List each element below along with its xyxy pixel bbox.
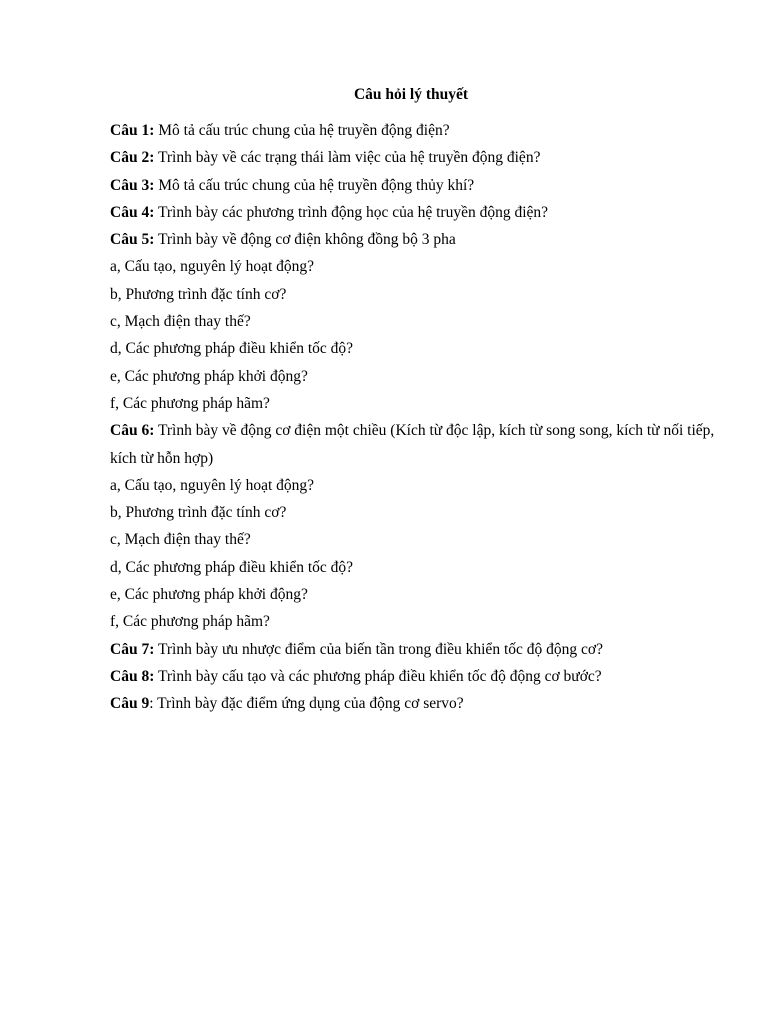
q6-subitem-b: b, Phương trình đặc tính cơ?	[110, 504, 287, 522]
q6-subitem-e: e, Các phương pháp khởi động?	[110, 586, 308, 604]
question-label: Câu 5:	[110, 231, 155, 249]
question-label: Câu 7:	[110, 640, 155, 658]
question-5	[110, 226, 720, 253]
question-label: Câu 8:	[110, 667, 155, 685]
q6-subitem-d: d, Các phương pháp điều khiển tốc độ?	[110, 558, 354, 576]
question-label: Câu 6:	[110, 422, 155, 440]
question-text: Trình bày về các trạng thái làm việc của hệ truyền động điện?	[154, 149, 541, 167]
question-label: Câu 9	[110, 695, 150, 713]
question-label: Câu 4:	[110, 203, 155, 221]
question-4	[110, 199, 720, 226]
question-text: Trình bày về động cơ điện không đồng bộ 3 pha	[154, 231, 456, 249]
question-label: Câu 2:	[110, 149, 155, 167]
question-text: Trình bày về động cơ điện một chiều (Kích từ độc lập, kích từ song song, kích từ nối tiếp, kích từ hỗn hợp)	[110, 422, 715, 467]
q5-subitem-d: d, Các phương pháp điều khiển tốc độ?	[110, 340, 354, 358]
q5-subitem-c: c, Mạch điện thay thế?	[110, 313, 251, 331]
q6-subitem-f: f, Các phương pháp hãm?	[110, 613, 270, 631]
q5-subitem-a: a, Cấu tạo, nguyên lý hoạt động?	[110, 258, 315, 276]
question-text: Mô tả cấu trúc chung của hệ truyền động điện?	[154, 122, 450, 139]
question-2	[110, 144, 720, 171]
question-text: Mô tả cấu trúc chung của hệ truyền động thủy khí?	[154, 176, 475, 194]
question-text: Trình bày ưu nhược điểm của biến tần trong điều khiển tốc độ động cơ?	[154, 640, 603, 658]
q5-subitem-f: f, Các phương pháp hãm?	[110, 394, 270, 412]
q5-subitem-b: b, Phương trình đặc tính cơ?	[110, 285, 287, 303]
q6-subitem-a: a, Cấu tạo, nguyên lý hoạt động?	[110, 476, 315, 494]
question-6	[110, 417, 720, 472]
q5-subitem-e: e, Các phương pháp khởi động?	[110, 367, 308, 385]
question-9	[110, 690, 720, 717]
question-8	[110, 663, 720, 690]
question-7	[110, 636, 720, 663]
q6-subitem-c: c, Mạch điện thay thế?	[110, 531, 251, 549]
question-list	[110, 117, 720, 718]
question-text: : Trình bày đặc điểm ứng dụng của động cơ servo?	[149, 695, 464, 713]
document-title: Câu hỏi lý thuyết	[353, 86, 469, 103]
question-label: Câu 1:	[110, 122, 155, 139]
question-label: Câu 3:	[110, 176, 155, 194]
question-3	[110, 172, 720, 199]
question-text: Trình bày các phương trình động học của hệ truyền động điện?	[154, 203, 549, 221]
question-text: Trình bày cấu tạo và các phương pháp điều khiển tốc độ động cơ bước?	[154, 667, 602, 685]
question-1	[110, 117, 720, 144]
